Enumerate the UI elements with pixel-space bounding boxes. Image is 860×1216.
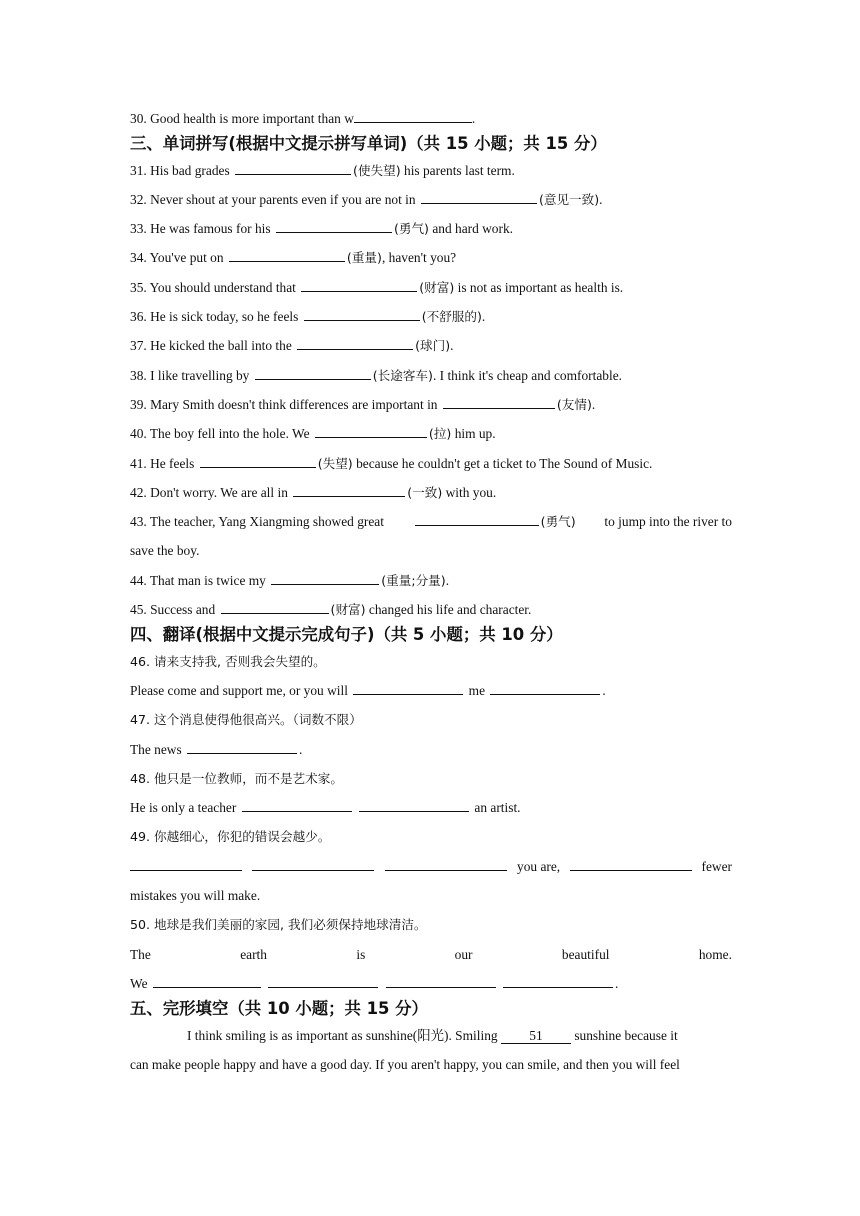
question-50-sentence: The earth is our beautiful home. — [130, 947, 732, 962]
question-49-prompt: 49. 你越细心，你犯的错误会越少。 — [130, 829, 331, 844]
question-46-prompt: 46. 请来支持我, 否则我会失望的。 — [130, 654, 326, 669]
question-45: 45. Success and (财富) changed his life and character. — [130, 602, 532, 617]
question-49-continued: mistakes you will make. — [130, 888, 261, 903]
answer-blank[interactable] — [235, 162, 351, 175]
question-32: 32. Never shout at your parents even if you are not in (意见一致). — [130, 192, 603, 207]
question-50-prompt: 50. 地球是我们美丽的家园, 我们必须保持地球清洁。 — [130, 917, 427, 932]
question-37: 37. He kicked the ball into the (球门). — [130, 338, 454, 353]
answer-blank[interactable] — [271, 572, 379, 585]
section-3-heading: 三、单词拼写(根据中文提示拼写单词)（共 15 小题；共 15 分） — [130, 134, 607, 153]
answer-blank[interactable] — [353, 682, 463, 695]
answer-blank[interactable] — [359, 799, 469, 812]
answer-blank[interactable] — [221, 601, 329, 614]
section-5-heading: 五、完形填空（共 10 小题；共 15 分） — [130, 999, 428, 1018]
answer-blank[interactable] — [242, 799, 352, 812]
answer-blank[interactable] — [187, 741, 297, 754]
answer-blank[interactable] — [200, 455, 316, 468]
answer-blank[interactable] — [315, 425, 427, 438]
answer-blank[interactable] — [570, 858, 692, 871]
answer-blank[interactable] — [443, 396, 555, 409]
question-31: 31. His bad grades (使失望) his parents last term. — [130, 163, 515, 178]
answer-blank[interactable] — [386, 975, 496, 988]
question-42: 42. Don't worry. We are all in (一致) with you. — [130, 485, 497, 500]
question-38: 38. I like travelling by (长途客车). I think it's cheap and comfortable. — [130, 368, 623, 383]
answer-blank[interactable] — [354, 110, 472, 123]
question-50-answer: We . — [130, 976, 619, 991]
question-48-answer: He is only a teacher an artist. — [130, 800, 521, 815]
answer-blank[interactable] — [153, 975, 261, 988]
answer-blank[interactable] — [268, 975, 378, 988]
answer-blank[interactable] — [301, 279, 417, 292]
question-43: 43. The teacher, Yang Xiangming showed great (勇气) to jump into the river to — [130, 514, 732, 529]
question-36: 36. He is sick today, so he feels (不舒服的). — [130, 309, 486, 324]
question-33: 33. He was famous for his (勇气) and hard work. — [130, 221, 514, 236]
answer-blank[interactable] — [130, 858, 242, 871]
answer-blank[interactable] — [503, 975, 613, 988]
question-46-answer: Please come and support me, or you will me . — [130, 683, 606, 698]
answer-blank[interactable] — [255, 367, 371, 380]
answer-blank[interactable] — [421, 191, 537, 204]
cloze-line-2: can make people happy and have a good day. If you aren't happy, you can smile, and then you will feel — [130, 1057, 680, 1072]
answer-blank[interactable] — [252, 858, 374, 871]
question-47-prompt: 47. 这个消息使得他很高兴。（词数不限） — [130, 712, 362, 727]
section-4-heading: 四、翻译(根据中文提示完成句子)（共 5 小题；共 10 分） — [130, 625, 563, 644]
question-43-continued: save the boy. — [130, 543, 200, 558]
answer-blank[interactable] — [490, 682, 600, 695]
question-48-prompt: 48. 他只是一位教师，而不是艺术家。 — [130, 771, 343, 786]
question-34: 34. You've put on (重量), haven't you? — [130, 250, 457, 265]
question-35: 35. You should understand that (财富) is not as important as health is. — [130, 280, 624, 295]
cloze-blank-51[interactable]: 51 — [501, 1029, 571, 1044]
answer-blank[interactable] — [415, 513, 539, 526]
cloze-line-1: I think smiling is as important as sunshine(阳光). Smiling 51 sunshine because it — [187, 1028, 678, 1043]
answer-blank[interactable] — [293, 484, 405, 497]
answer-blank[interactable] — [304, 308, 420, 321]
question-44: 44. That man is twice my (重量;分量). — [130, 573, 450, 588]
answer-blank[interactable] — [385, 858, 507, 871]
question-30: 30. Good health is more important than w . — [130, 111, 476, 126]
answer-blank[interactable] — [276, 220, 392, 233]
answer-blank[interactable] — [229, 249, 345, 262]
answer-blank[interactable] — [297, 337, 413, 350]
question-49-answer: you are, fewer — [130, 858, 732, 876]
question-41: 41. He feels (失望) because he couldn't get a ticket to The Sound of Music. — [130, 456, 653, 471]
question-40: 40. The boy fell into the hole. We (拉) him up. — [130, 426, 496, 441]
question-47-answer: The news . — [130, 742, 303, 757]
question-39: 39. Mary Smith doesn't think differences are important in (友情). — [130, 397, 596, 412]
